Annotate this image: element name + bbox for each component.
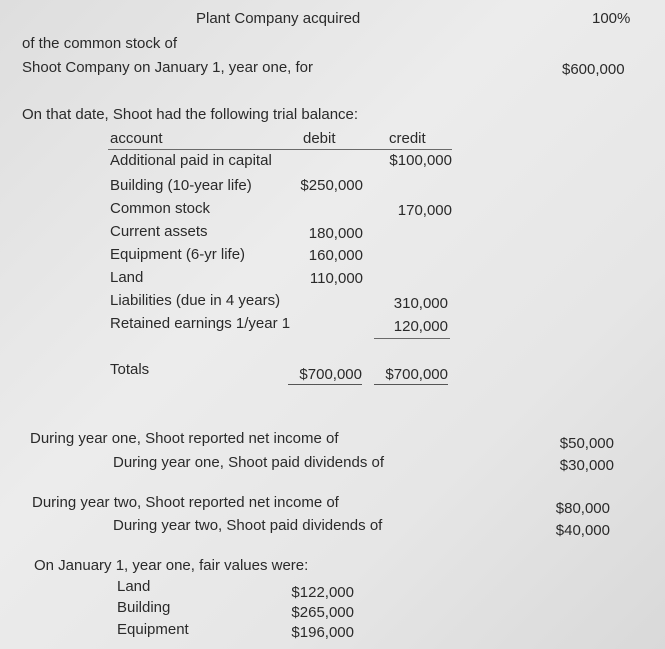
fair-values-intro: On January 1, year one, fair values were:	[34, 557, 309, 574]
row-debit: $250,000	[300, 177, 363, 194]
row-account: Land	[110, 269, 144, 286]
fair-value-amount: $122,000	[291, 584, 354, 601]
row-account: Current assets	[110, 223, 208, 240]
fair-value-amount: $265,000	[291, 604, 354, 621]
event-text: During year one, Shoot reported net income of	[30, 430, 339, 447]
event-amount: $30,000	[559, 457, 614, 474]
fair-value-amount: $196,000	[291, 624, 354, 641]
acquisition-date-statement: Shoot Company on January 1, year one, for	[22, 59, 314, 76]
fair-value-label: Equipment	[117, 621, 189, 638]
acquirer-statement: Plant Company acquired	[196, 10, 361, 27]
totals-debit: $700,000	[288, 366, 362, 385]
row-account: Common stock	[110, 200, 211, 217]
row-account: Retained earnings 1/year 1	[110, 315, 291, 332]
event-text: During year two, Shoot reported net income of	[32, 494, 339, 511]
event-text: During year two, Shoot paid dividends of	[113, 517, 383, 534]
ownership-percent: 100%	[592, 10, 631, 27]
row-account: Additional paid in capital	[110, 152, 272, 169]
event-amount: $40,000	[555, 522, 610, 539]
row-credit: 120,000	[393, 318, 448, 335]
column-header-credit: credit	[389, 130, 426, 147]
row-credit: 310,000	[393, 295, 448, 312]
trial-balance-intro: On that date, Shoot had the following trial balance:	[22, 106, 359, 123]
credit-subtotal-line	[374, 338, 450, 339]
fair-value-label: Building	[117, 599, 171, 616]
event-text: During year one, Shoot paid dividends of	[113, 454, 385, 471]
row-account: Equipment (6-yr life)	[110, 246, 246, 263]
row-account: Liabilities (due in 4 years)	[110, 292, 281, 309]
row-credit: $100,000	[389, 152, 452, 169]
totals-credit: $700,000	[374, 366, 448, 385]
totals-label: Totals	[110, 361, 150, 378]
event-amount: $50,000	[559, 435, 614, 452]
event-amount: $80,000	[555, 500, 610, 517]
fair-value-label: Land	[117, 578, 151, 595]
column-header-account: account	[110, 130, 163, 147]
column-header-debit: debit	[303, 130, 336, 147]
row-account: Building (10-year life)	[110, 177, 252, 194]
row-debit: 110,000	[309, 270, 363, 287]
header-divider	[108, 149, 452, 150]
acquisition-price: $600,000	[562, 61, 625, 78]
row-debit: 160,000	[308, 247, 363, 264]
row-debit: 180,000	[308, 225, 363, 242]
row-credit: 170,000	[397, 202, 452, 219]
stock-statement: of the common stock of	[22, 35, 178, 52]
